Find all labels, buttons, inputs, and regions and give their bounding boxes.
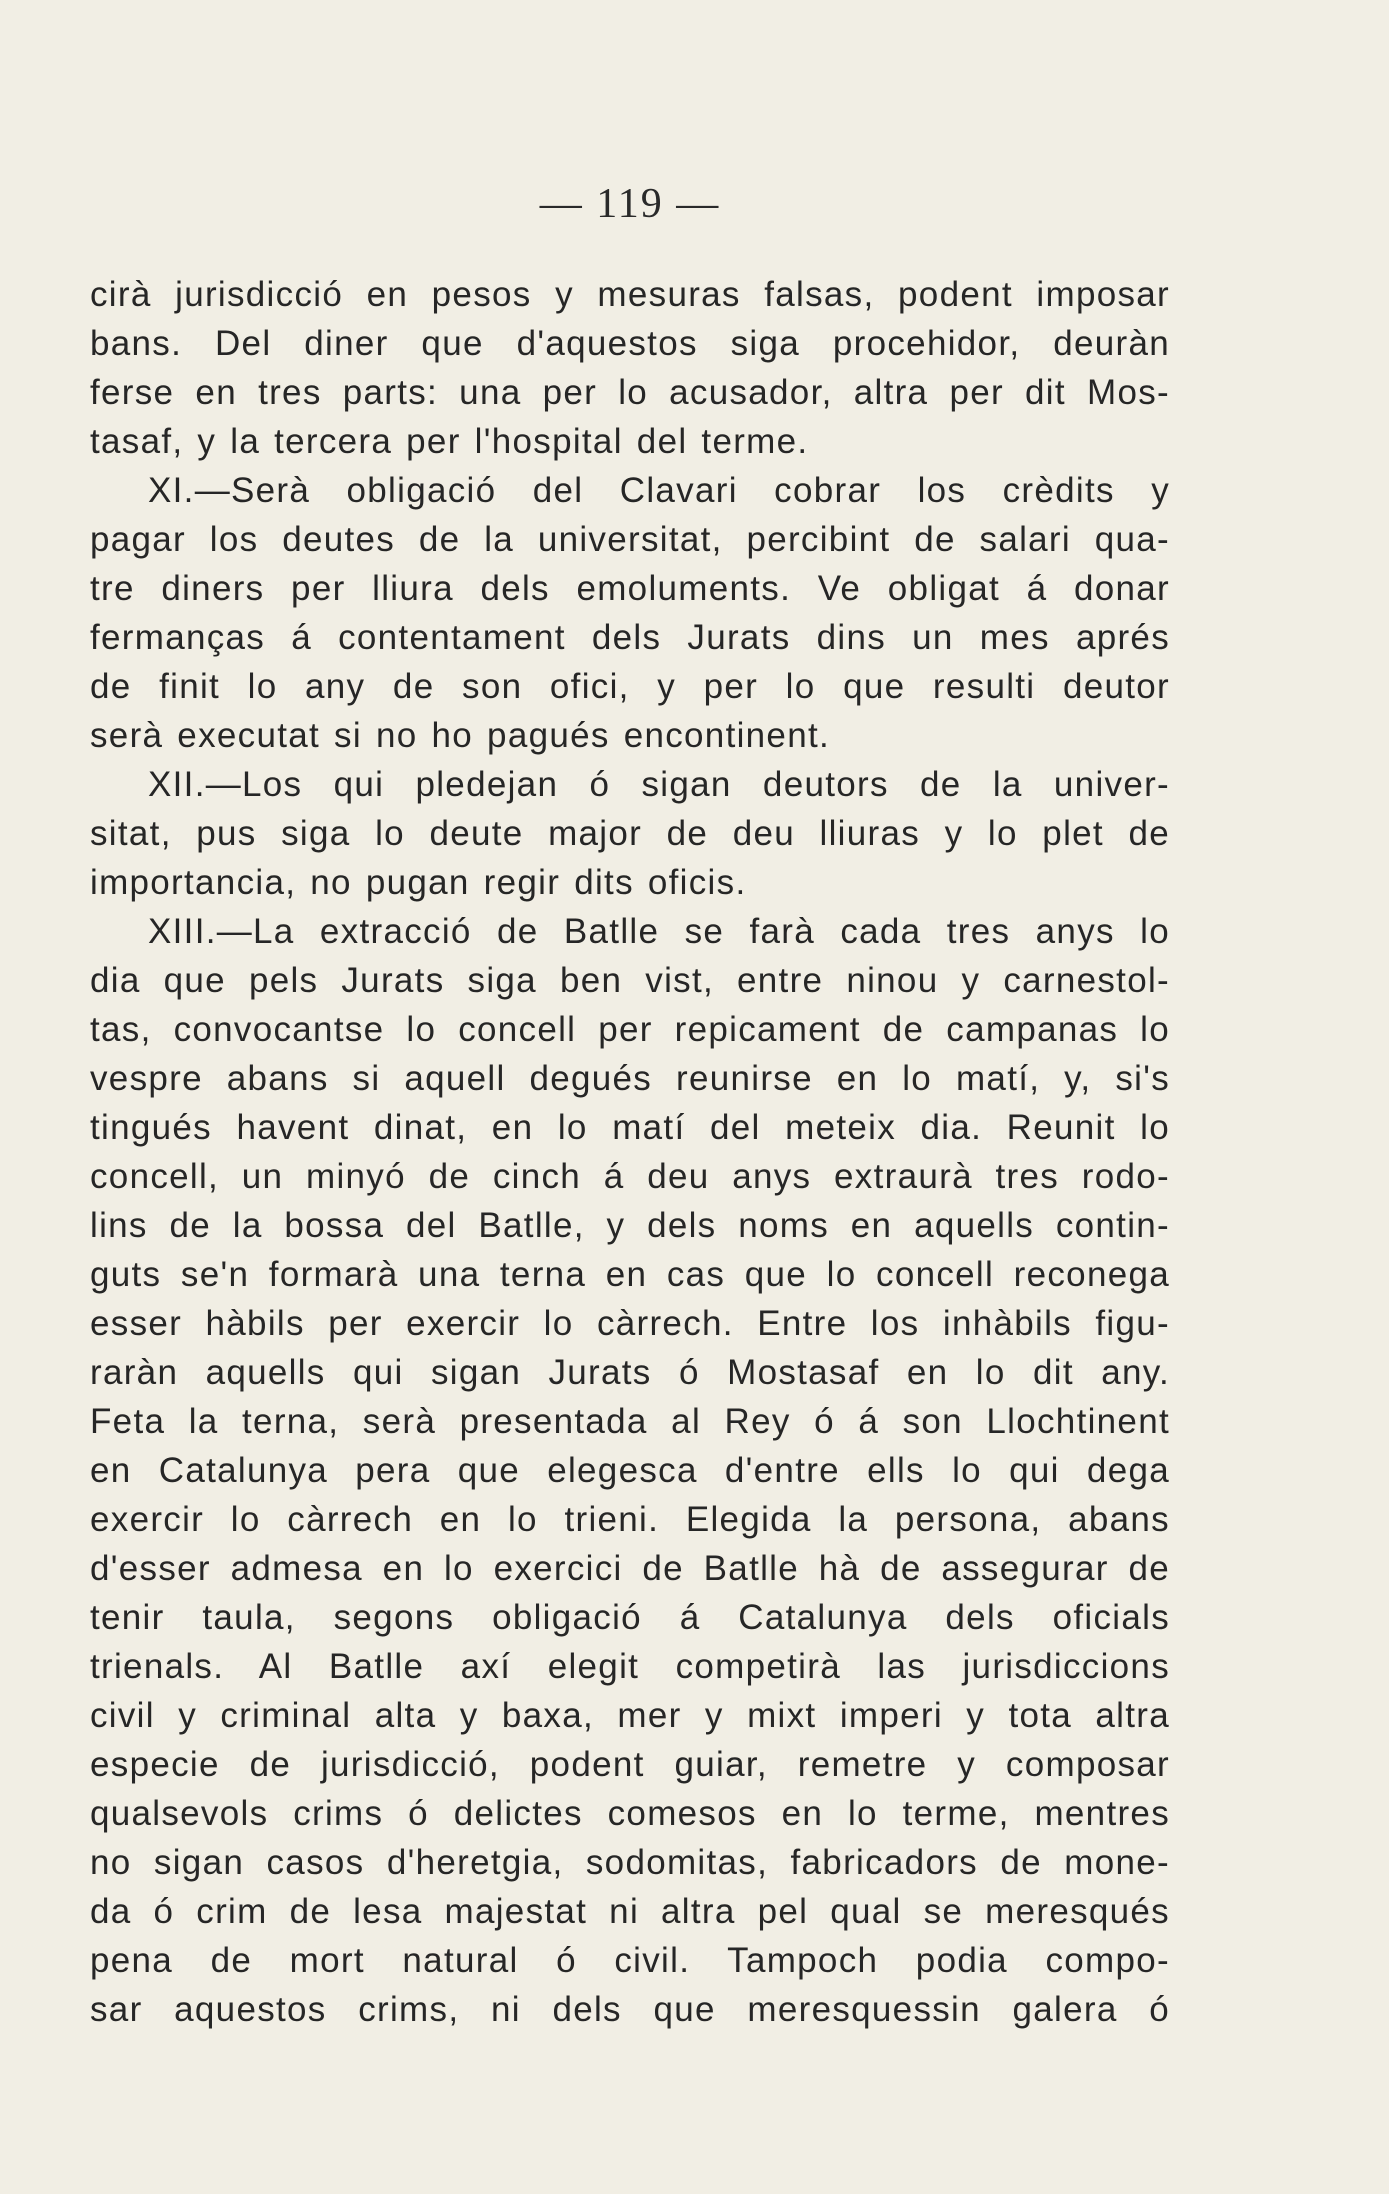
text-line: cirà jurisdicció en pesos y mesuras falsas, podent imposar	[90, 275, 1170, 314]
text-line: pagar los deutes de la universitat, percibint de salari qua-	[90, 520, 1170, 559]
text-line: tingués havent dinat, en lo matí del meteix dia. Reunit lo	[90, 1108, 1170, 1147]
text-line: ferse en tres parts: una per lo acusador, altra per dit Mos-	[90, 373, 1170, 412]
text-line: pena de mort natural ó civil. Tampoch podia compo-	[90, 1941, 1170, 1980]
text-line: XI.—Serà obligació del Clavari cobrar los crèdits y	[148, 471, 1170, 510]
text-line: esser hàbils per exercir lo càrrech. Entre los inhàbils figu-	[90, 1304, 1170, 1343]
body-text	[90, 270, 1170, 2034]
text-line: tre diners per lliura dels emoluments. Ve obligat á donar	[90, 569, 1170, 608]
text-line: bans. Del diner que d'aquestos siga procehidor, deuràn	[90, 324, 1170, 363]
text-line: no sigan casos d'heretgia, sodomitas, fabricadors de mone-	[90, 1843, 1170, 1882]
text-line: trienals. Al Batlle axí elegit competirà las jurisdiccions	[90, 1647, 1170, 1686]
text-line: guts se'n formarà una terna en cas que lo concell reconega	[90, 1255, 1170, 1294]
text-line: raràn aquells qui sigan Jurats ó Mostasaf en lo dit any.	[90, 1353, 1170, 1392]
text-line: civil y criminal alta y baxa, mer y mixt imperi y tota altra	[90, 1696, 1170, 1735]
text-line: de finit lo any de son ofici, y per lo que resulti deutor	[90, 667, 1170, 706]
text-line: en Catalunya pera que elegesca d'entre ells lo qui dega	[90, 1451, 1170, 1490]
text-line: concell, un minyó de cinch á deu anys extraurà tres rodo-	[90, 1157, 1170, 1196]
text-line: tenir taula, segons obligació á Catalunya dels oficials	[90, 1598, 1170, 1637]
text-line: d'esser admesa en lo exercici de Batlle hà de assegurar de	[90, 1549, 1170, 1588]
text-line: Feta la terna, serà presentada al Rey ó á son Llochtinent	[90, 1402, 1170, 1441]
text-line: qualsevols crims ó delictes comesos en lo terme, mentres	[90, 1794, 1170, 1833]
text-line: especie de jurisdicció, podent guiar, remetre y composar	[90, 1745, 1170, 1784]
text-line: XII.—Los qui pledejan ó sigan deutors de la univer-	[148, 765, 1170, 804]
text-line: tas, convocantse lo concell per repicament de campanas lo	[90, 1010, 1170, 1049]
text-line: vespre abans si aquell degués reunirse en lo matí, y, si's	[90, 1059, 1170, 1098]
text-line: sitat, pus siga lo deute major de deu lliuras y lo plet de	[90, 814, 1170, 853]
text-line: tasaf, y la tercera per l'hospital del terme.	[90, 422, 809, 461]
text-line: exercir lo càrrech en lo trieni. Elegida la persona, abans	[90, 1500, 1170, 1539]
text-line: dia que pels Jurats siga ben vist, entre ninou y carnestol-	[90, 961, 1170, 1000]
text-line: serà executat si no ho pagués encontinent.	[90, 716, 831, 755]
text-line: fermanças á contentament dels Jurats dins un mes aprés	[90, 618, 1170, 657]
text-line: sar aquestos crims, ni dels que meresquessin galera ó	[90, 1990, 1170, 2029]
page-number: — 119 —	[539, 181, 721, 227]
text-line: XIII.—La extracció de Batlle se farà cada tres anys lo	[148, 912, 1170, 951]
text-line: da ó crim de lesa majestat ni altra pel qual se meresqués	[90, 1892, 1170, 1931]
text-line: importancia, no pugan regir dits oficis.	[90, 863, 747, 902]
text-line: lins de la bossa del Batlle, y dels noms en aquells contin-	[90, 1206, 1170, 1245]
